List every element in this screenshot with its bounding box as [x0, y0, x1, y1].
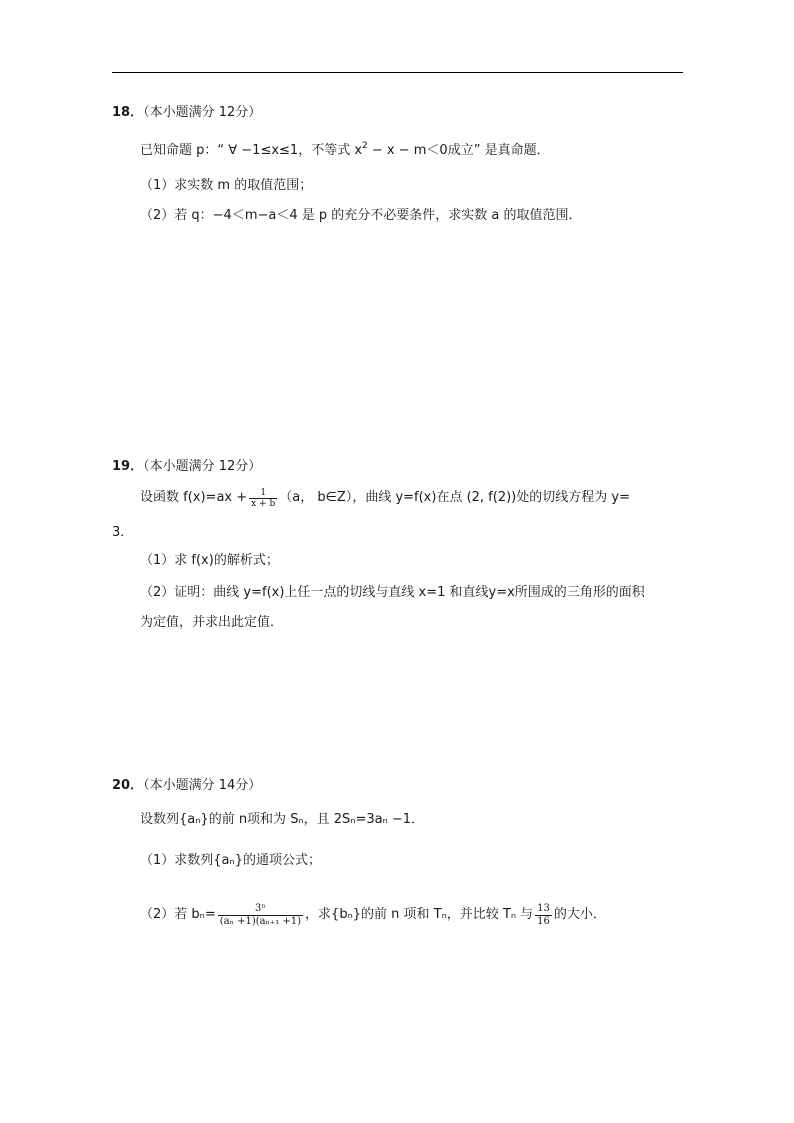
q19-number: 19． [112, 459, 144, 474]
q18-part2: （2）若 q：−4＜m−a＜4 是 p 的充分不必要条件，求实数 a 的取值范围． [140, 208, 582, 223]
q20-fraction-13-16: $\frac{13}{16}$ [537, 902, 550, 927]
q19-stem: 设函数 f(x)=ax + $\frac{1}{x + b}$ （a， b∈Z），曲线 y=f(x)在点 (2, f(2))处的切线方程为 y= [140, 487, 630, 509]
q20-fraction-b: $\frac{\text{3ⁿ}}{\text{(aₙ +1)(aₙ₊₁ +1)}}$ [219, 902, 302, 927]
q20-score: （本小题满分 14分） [143, 778, 262, 793]
q20-number: 20． [112, 778, 144, 793]
q18-number: 18． [112, 105, 144, 120]
q19-score: （本小题满分 12分） [143, 459, 262, 474]
q20-header [112, 777, 261, 795]
q18-part1: （1）求实数 m 的取值范围； [140, 178, 313, 193]
header-rule [112, 72, 683, 73]
q20-part1: （1）求数列{aₙ}的通项公式； [140, 853, 321, 868]
q19-part2-line1: （2）证明：曲线 y=f(x)上任一点的切线与直线 x=1 和直线y=x所围成的三角形的面积 [140, 585, 645, 600]
q19-part1: （1）求 f(x)的解析式； [140, 553, 279, 568]
q18-stem: 已知命题 p：“ ∀ −1≤x≤1，不等式 $x^2 - x - m<0$成立” 是真命题． [140, 141, 550, 158]
q18-header [112, 104, 261, 122]
q19-header [112, 458, 261, 476]
q19-stem-cont: 3． [112, 525, 134, 540]
q20-stem: 设数列{aₙ}的前 n项和为 Sₙ，且 2Sₙ=3aₙ −1． [140, 812, 425, 827]
q19-fraction: $\frac{1}{x + b}$ [251, 487, 276, 509]
q18-score: （本小题满分 12分） [143, 105, 262, 120]
q20-part2: （2）若 bₙ= $\frac{\text{3ⁿ}}{\text{(aₙ +1)(aₙ₊₁ +1)}}$ ，求{bₙ}的前 n 项和 Tₙ，并比较 Tₙ 与 $\frac{13}{16}$ 的大小． [140, 902, 606, 927]
q19-part2-line2: 为定值，并求出此定值． [140, 615, 284, 630]
